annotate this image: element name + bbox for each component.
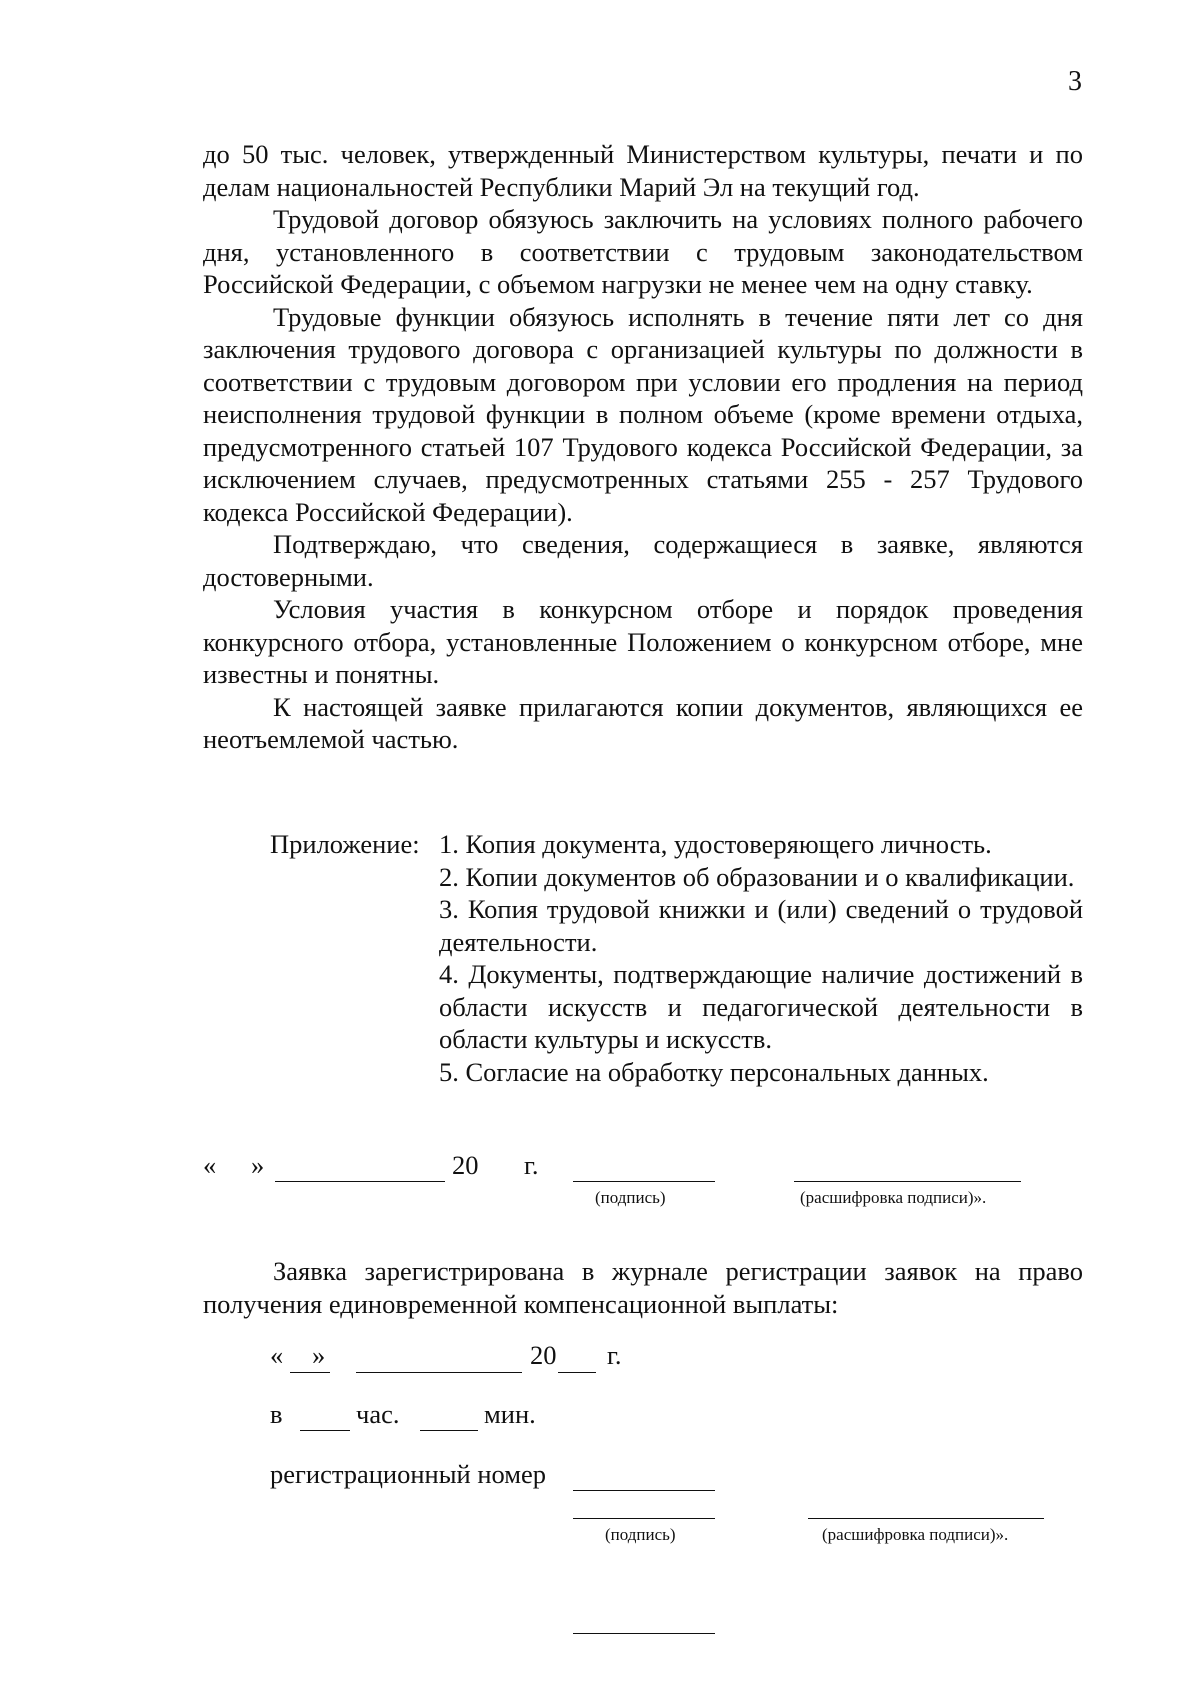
date-month-line <box>275 1181 445 1182</box>
paragraph-continuation: до 50 тыс. человек, утвержденный Министерством культуры, печати и по делам национальностей Республики Марий Эл на текущий год. <box>203 139 1083 202</box>
appendix-list <box>439 828 1083 1088</box>
appendix-item: 1. Копия документа, удостоверяющего личность. <box>439 829 992 859</box>
body-text <box>203 138 1083 756</box>
reg-date-open-quote: « <box>270 1340 284 1370</box>
appendix-item: 4. Документы, подтверждающие наличие достижений в области искусств и педагогической деятельности в области культуры и искусств. <box>439 959 1083 1054</box>
appendix-item: 2. Копии документов об образовании и о квалификации. <box>439 861 1075 892</box>
year-suffix: г. <box>524 1150 539 1180</box>
signature-caption: (подпись) <box>595 1188 666 1207</box>
decryption-caption: (расшифровка подписи)». <box>800 1188 987 1207</box>
registration-number-label: регистрационный номер <box>270 1459 547 1489</box>
reg-date-close-quote: » <box>312 1340 326 1370</box>
appendix-item: 5. Согласие на обработку персональных данных. <box>439 1056 989 1087</box>
closing-separator <box>573 1633 715 1634</box>
reg-year-prefix: 20 <box>530 1340 557 1370</box>
minutes-label: мин. <box>484 1399 536 1429</box>
date-open-quote: « <box>203 1150 217 1180</box>
hours-label: час. <box>356 1399 400 1429</box>
decryption-line <box>794 1181 1021 1182</box>
reg-year-line <box>558 1372 596 1373</box>
date-close-quote: » <box>251 1150 265 1180</box>
reg-day-line <box>290 1372 330 1373</box>
signature-line <box>573 1181 715 1182</box>
paragraph-confirmation: Подтверждаю, что сведения, содержащиеся в заявке, являются достоверными. <box>203 529 1083 592</box>
registration-text-block <box>203 1255 1083 1320</box>
reg-year-suffix: г. <box>607 1340 622 1370</box>
registration-text: Заявка зарегистрирована в журнале регистрации заявок на право получения единовременной компенсационной выплаты: <box>203 1256 1083 1319</box>
reg-month-line <box>356 1372 522 1373</box>
registrar-decryption-caption: (расшифровка подписи)». <box>822 1525 1009 1544</box>
registrar-decryption-line <box>808 1518 1044 1519</box>
registration-number-line <box>573 1490 715 1491</box>
appendix-label: Приложение: <box>270 829 420 859</box>
hours-line <box>300 1430 350 1431</box>
paragraph-labor-functions: Трудовые функции обязуюсь исполнять в течение пяти лет со дня заключения трудового договора с организацией культуры по должности в соответствии с трудовым договором при условии его продления на период неисполнения трудовой функции в полном объеме (кроме времени отдыха, предусмотренного статьей 107 Трудового кодекса Российской Федерации, за исключением случаев, предусмотренных статьями 255 - 257 Трудового кодекса Российской Федерации). <box>203 301 1083 527</box>
registrar-signature-caption: (подпись) <box>605 1525 676 1544</box>
paragraph-conditions: Условия участия в конкурсном отборе и порядок проведения конкурсного отбора, установленные Положением о конкурсном отборе, мне известны и понятны. <box>203 594 1083 689</box>
time-prefix: в <box>270 1399 283 1429</box>
minutes-line <box>420 1430 478 1431</box>
paragraph-labor-contract: Трудовой договор обязуюсь заключить на условиях полного рабочего дня, установленного в соответствии с трудовым законодательством Российской Федерации, с объемом нагрузки не менее чем на одну ставку. <box>203 204 1083 299</box>
paragraph-attachments: К настоящей заявке прилагаются копии документов, являющихся ее неотъемлемой частью. <box>203 691 1083 754</box>
appendix-item: 3. Копия трудовой книжки и (или) сведений о трудовой деятельности. <box>439 894 1083 957</box>
year-prefix: 20 <box>452 1150 479 1180</box>
page-number: 3 <box>1068 66 1082 97</box>
registrar-signature-line <box>573 1518 715 1519</box>
